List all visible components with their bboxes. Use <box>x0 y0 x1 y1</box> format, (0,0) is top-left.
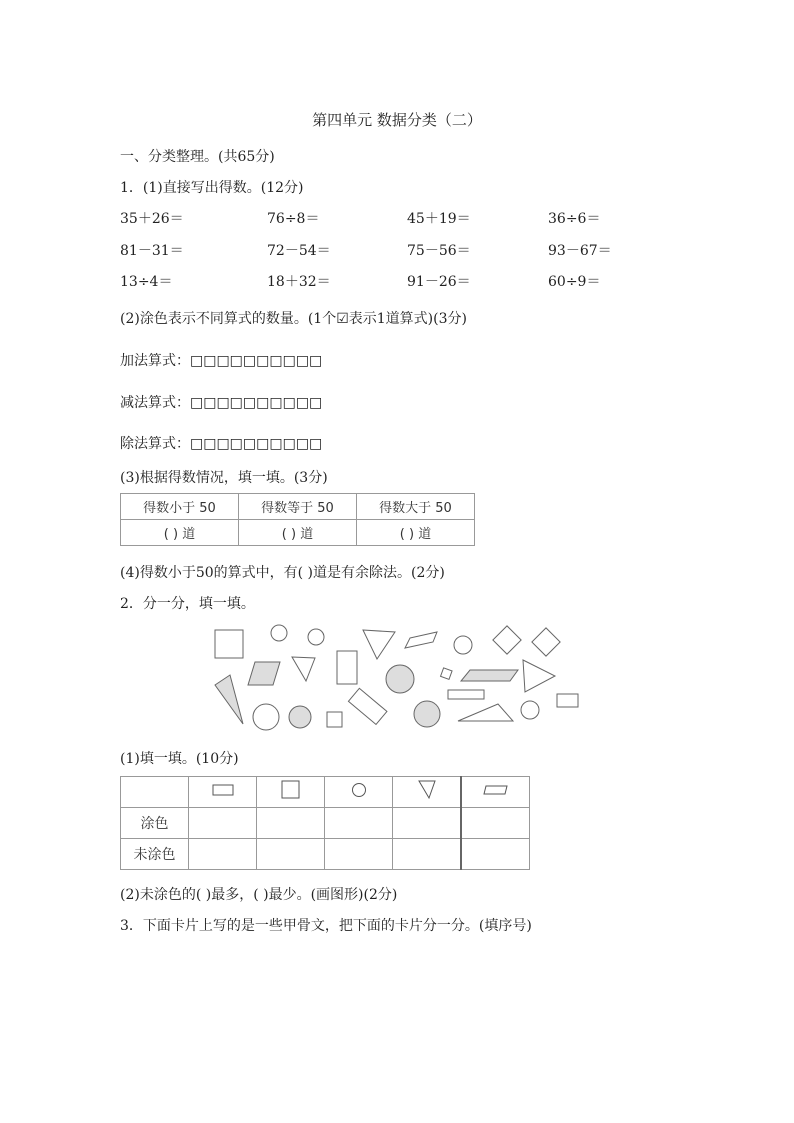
triangle-shape <box>458 704 513 721</box>
tally-label: 除法算式： <box>120 436 190 452</box>
equation: 35＋26＝ <box>120 211 184 227</box>
tally-boxes[interactable]: □□□□□□□□□□ <box>190 353 323 369</box>
tally-boxes[interactable]: □□□□□□□□□□ <box>190 436 323 452</box>
tally-label: 减法算式： <box>120 395 190 411</box>
triangle-shape <box>523 660 555 692</box>
tally-boxes[interactable]: □□□□□□□□□□ <box>190 395 323 411</box>
answer-cell[interactable] <box>393 808 462 839</box>
answer-cell[interactable]: ( ) 道 <box>357 520 475 546</box>
shape-count-table <box>120 776 530 870</box>
circle-shape <box>308 629 324 645</box>
table-header: 得数等于 50 <box>239 494 357 520</box>
small-square-shape <box>327 712 342 727</box>
diamond-shape <box>532 628 560 656</box>
answer-cell[interactable] <box>189 808 257 839</box>
rectangle-shape <box>557 694 578 707</box>
table-header: 得数大于 50 <box>357 494 475 520</box>
row-label: 未涂色 <box>121 839 189 870</box>
equation: 45＋19＝ <box>407 211 471 227</box>
shapes-figure <box>205 620 585 735</box>
answer-cell[interactable] <box>461 808 530 839</box>
answer-cell[interactable] <box>325 839 393 870</box>
triangle-icon <box>418 780 436 800</box>
tally-row-addition <box>120 350 322 370</box>
result-table <box>120 493 475 546</box>
square-shape <box>215 630 243 658</box>
circle-shape <box>414 701 440 727</box>
triangle-shape <box>363 630 395 659</box>
triangle-shape <box>292 657 315 681</box>
row-label: 涂色 <box>121 808 189 839</box>
table-header: 得数小于 50 <box>121 494 239 520</box>
parallelogram-shape <box>405 632 437 648</box>
parallelogram-shape <box>461 670 518 681</box>
equation: 36÷6＝ <box>548 211 601 227</box>
equation: 93－67＝ <box>548 243 612 259</box>
circle-shape <box>386 665 414 693</box>
equation: 91－26＝ <box>407 274 471 290</box>
equation: 18＋32＝ <box>267 274 331 290</box>
triangle-shape <box>215 675 243 724</box>
question-3: 3．下面卡片上写的是一些甲骨文，把下面的卡片分一分。(填序号) <box>120 918 532 934</box>
equation: 60÷9＝ <box>548 274 601 290</box>
circle-shape <box>454 636 472 654</box>
circle-shape <box>521 701 539 719</box>
circle-icon <box>351 782 367 798</box>
tally-row-subtraction <box>120 392 322 412</box>
question-1-1: 1．(1)直接写出得数。(12分) <box>120 180 304 196</box>
equation: 13÷4＝ <box>120 274 173 290</box>
answer-cell[interactable] <box>257 808 325 839</box>
equation: 76÷8＝ <box>267 211 320 227</box>
header-circle <box>325 777 393 808</box>
answer-cell[interactable] <box>257 839 325 870</box>
page-title: 第四单元 数据分类（二） <box>312 111 482 129</box>
question-1-2: (2)涂色表示不同算式的数量。(1个☑表示1道算式)(3分) <box>120 311 467 327</box>
question-2: 2．分一分，填一填。 <box>120 596 255 612</box>
rectangle-shape <box>448 690 484 699</box>
circle-shape <box>253 704 279 730</box>
section-1-heading: 一、分类整理。(共65分) <box>120 149 275 165</box>
header-parallelogram <box>461 777 530 808</box>
diamond-shape <box>493 626 521 654</box>
answer-cell[interactable] <box>393 839 462 870</box>
square-icon <box>281 780 301 800</box>
equation: 75－56＝ <box>407 243 471 259</box>
small-square-shape <box>441 668 453 680</box>
rectangle-shape <box>348 688 387 724</box>
circle-shape <box>289 706 311 728</box>
question-2-2: (2)未涂色的( )最多，( )最少。(画图形)(2分) <box>120 887 398 903</box>
rectangle-shape <box>337 651 357 684</box>
header-triangle <box>393 777 462 808</box>
corner-cell <box>121 777 189 808</box>
question-1-4: (4)得数小于50的算式中，有( )道是有余除法。(2分) <box>120 565 445 581</box>
answer-cell[interactable] <box>461 839 530 870</box>
tally-label: 加法算式： <box>120 353 190 369</box>
question-2-1: (1)填一填。(10分) <box>120 751 239 767</box>
equation: 72－54＝ <box>267 243 331 259</box>
answer-cell[interactable]: ( ) 道 <box>121 520 239 546</box>
answer-cell[interactable] <box>325 808 393 839</box>
equation: 81－31＝ <box>120 243 184 259</box>
parallelogram-shape <box>248 662 280 685</box>
tally-row-division <box>120 433 322 453</box>
answer-cell[interactable]: ( ) 道 <box>239 520 357 546</box>
header-square <box>257 777 325 808</box>
parallelogram-icon <box>483 784 509 796</box>
question-1-3: (3)根据得数情况，填一填。(3分) <box>120 470 328 486</box>
rectangle-icon <box>212 784 234 796</box>
answer-cell[interactable] <box>189 839 257 870</box>
circle-shape <box>271 625 287 641</box>
header-rectangle <box>189 777 257 808</box>
